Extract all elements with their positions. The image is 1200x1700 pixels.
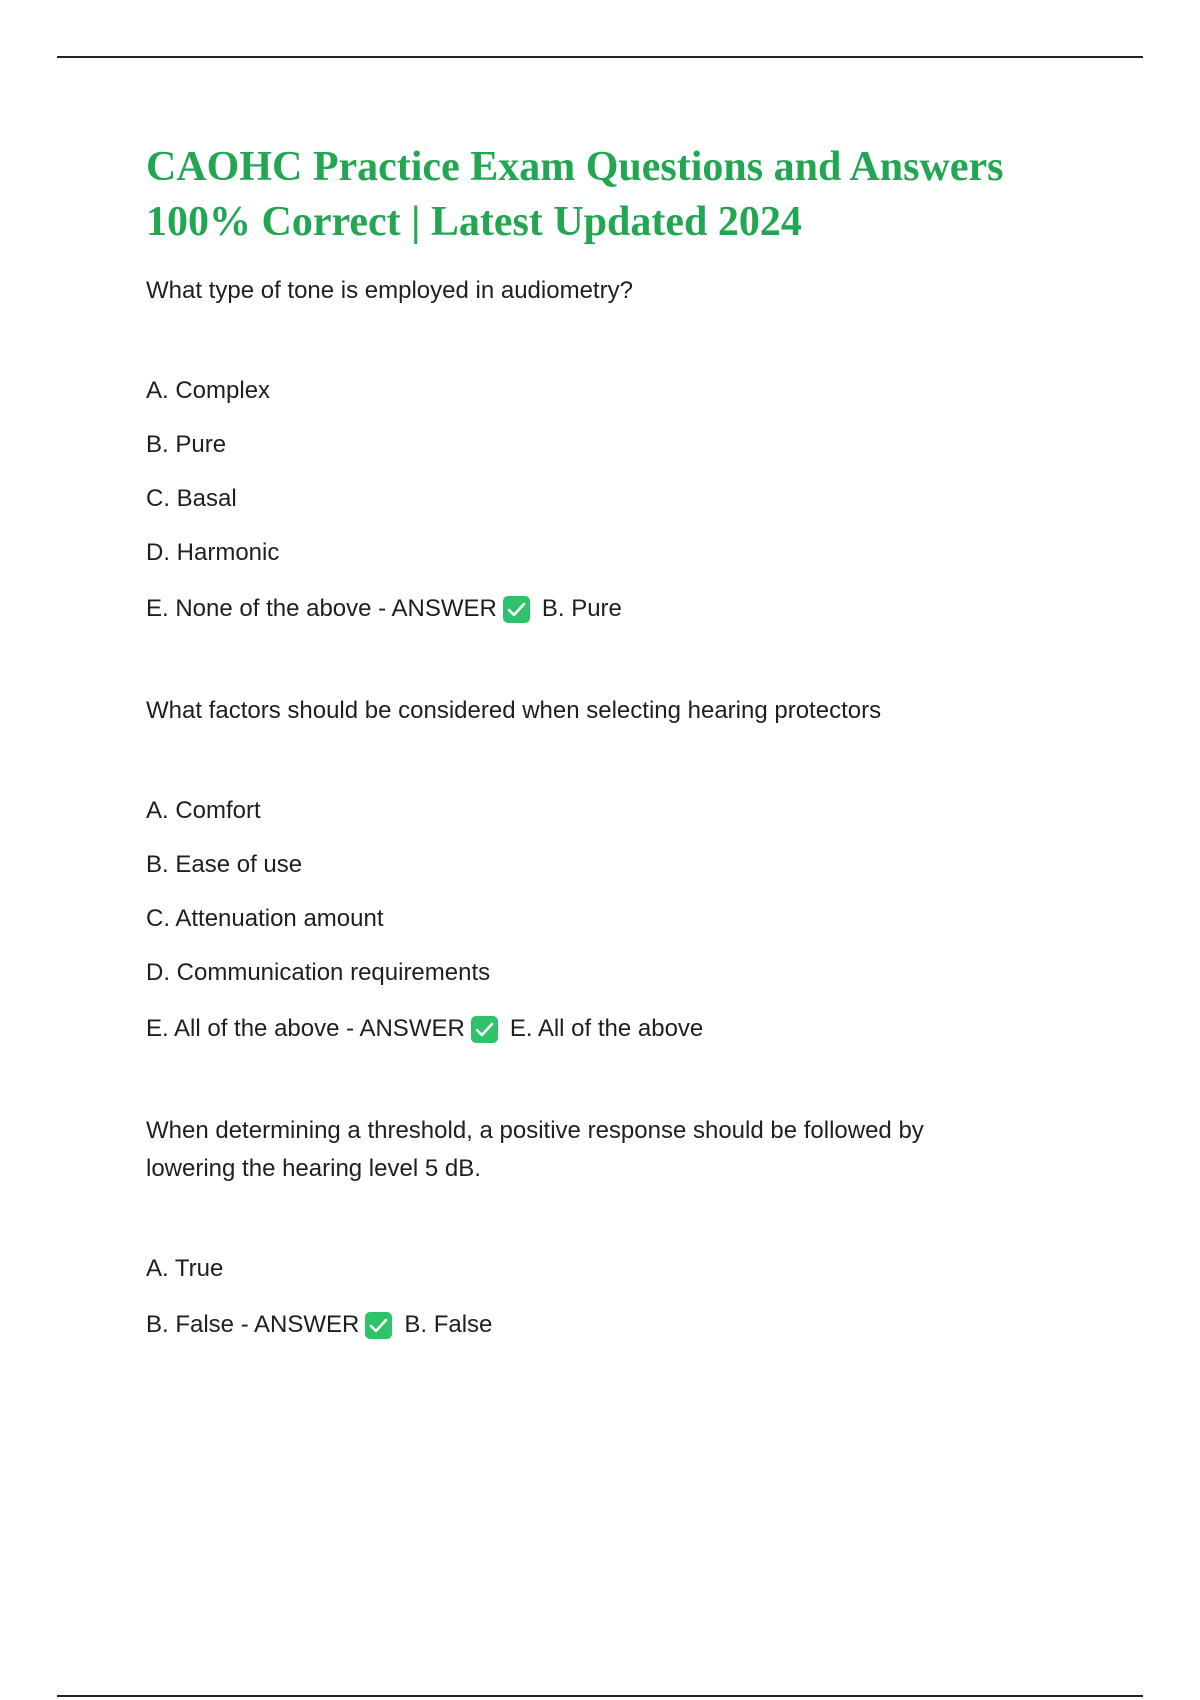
check-mark-icon	[471, 1016, 498, 1043]
answer-value: E. All of the above	[509, 1015, 704, 1042]
answer-prefix: E. All of the above - ANSWER	[146, 1015, 465, 1042]
document-title: CAOHC Practice Exam Questions and Answers 100% Correct | Latest Updated 2024	[146, 144, 1004, 245]
option-d: D. Communication requirements	[146, 959, 491, 986]
option-a: A. Complex	[146, 377, 271, 404]
answer-value: B. Pure	[541, 595, 622, 622]
check-mark-icon	[503, 596, 530, 623]
question-text: When determining a threshold, a positive response should be followed by lowering the hearing level 5 dB.	[146, 1117, 924, 1182]
option-d: D. Harmonic	[146, 539, 280, 566]
question-text: What type of tone is employed in audiometry?	[146, 277, 633, 304]
check-mark-icon	[365, 1312, 392, 1339]
answer-prefix: B. False - ANSWER	[146, 1311, 360, 1338]
question-1	[146, 272, 1086, 624]
option-a: A. True	[146, 1255, 224, 1282]
question-text: What factors should be considered when selecting hearing protectors	[146, 697, 882, 724]
option-b: B. Ease of use	[146, 851, 303, 878]
answer-prefix: E. None of the above - ANSWER	[146, 595, 497, 622]
bottom-rule	[57, 1695, 1143, 1697]
answer-line	[146, 1014, 1086, 1044]
top-rule	[57, 56, 1143, 58]
option-c: C. Basal	[146, 485, 237, 512]
question-2	[146, 692, 1086, 1044]
answer-line	[146, 1310, 1086, 1340]
document-body	[146, 140, 1086, 1340]
option-b: B. Pure	[146, 431, 227, 458]
question-3	[146, 1112, 1086, 1340]
option-c: C. Attenuation amount	[146, 905, 384, 932]
option-a: A. Comfort	[146, 797, 261, 824]
answer-value: B. False	[404, 1311, 493, 1338]
answer-line	[146, 594, 1086, 624]
